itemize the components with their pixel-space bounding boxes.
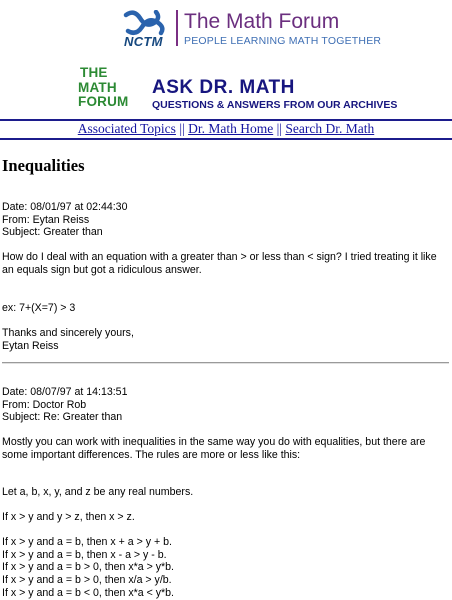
question-subject: Subject: Greater than [2, 226, 103, 239]
question-example [2, 302, 447, 315]
page-title: Inequalities [2, 156, 85, 175]
question-text: How do I deal with an equation with a greater than > or less than < sign? I tried treating it like an equals sign but got a ridiculous answer. [2, 251, 437, 276]
message-divider [2, 362, 449, 364]
rule-item: If x > y and a = b, then x - a > y - b. [2, 548, 167, 561]
answer-date: Date: 08/07/97 at 14:13:51 [2, 386, 128, 398]
logo-line-the: THE [80, 65, 108, 80]
answer-definitions [2, 486, 447, 499]
rule-transitive: If x > y and y > z, then x > z. [2, 511, 135, 523]
forum-name[interactable]: The Math Forum [184, 10, 340, 33]
question-from: From: Eytan Reiss [2, 213, 90, 226]
math-forum-banner [0, 0, 452, 60]
nav-separator: || [276, 121, 282, 136]
ask-dr-math-subtitle: QUESTIONS & ANSWERS FROM OUR ARCHIVES [152, 99, 398, 111]
rule-item: If x > y and a = b > 0, then x/a > y/b. [2, 574, 172, 587]
ask-dr-math-title: ASK DR. MATH [152, 77, 295, 98]
nav-bar [0, 120, 452, 138]
question-closing-text: Thanks and sincerely yours, [2, 327, 134, 339]
logo-line-math: MATH [78, 79, 117, 95]
question-closing [2, 327, 447, 352]
answer-intro [2, 436, 447, 461]
nav-rule-bottom [0, 138, 452, 140]
answer-rules-list [2, 536, 447, 600]
rule-item: If x > y and a = b > 0, then x*a > y*b. [2, 561, 174, 574]
answer-subject: Subject: Re: Greater than [2, 411, 123, 424]
rule-item: If x > y and a = b, then x + a > y + b. [2, 536, 172, 548]
associated-topics-link[interactable]: Associated Topics [77, 121, 176, 136]
logo-line-forum: FORUM [78, 94, 129, 109]
rule-item: If x > y and a = b < 0, then x*a < y*b. [2, 586, 174, 599]
answer-header [2, 386, 447, 424]
question-example-text: ex: 7+(X=7) > 3 [2, 302, 76, 314]
nctm-swirl-icon [120, 10, 172, 36]
answer-transitive-rule [2, 511, 447, 524]
forum-tagline: PEOPLE LEARNING MATH TOGETHER [184, 35, 382, 47]
question-header [2, 201, 447, 239]
dr-math-home-link[interactable]: Dr. Math Home [188, 121, 274, 136]
answer-intro-text: Mostly you can work with inequalities in the same way you do with equalities, but there are some important differences. The rules are more or less like this: [2, 436, 426, 461]
answer-definitions-text: Let a, b, x, y, and z be any real numbers. [2, 486, 194, 498]
answer-from: From: Doctor Rob [2, 398, 87, 411]
search-dr-math-link[interactable]: Search Dr. Math [285, 121, 375, 136]
question-date: Date: 08/01/97 at 02:44:30 [2, 201, 128, 213]
nctm-logo-text: NCTM [124, 34, 163, 49]
ask-dr-math-header [0, 62, 452, 114]
question-signature: Eytan Reiss [2, 339, 59, 352]
nctm-logo[interactable] [120, 10, 172, 50]
nav-separator: || [179, 121, 185, 136]
question-body [2, 251, 447, 276]
math-forum-logo[interactable] [78, 66, 129, 110]
banner-divider [176, 10, 178, 46]
